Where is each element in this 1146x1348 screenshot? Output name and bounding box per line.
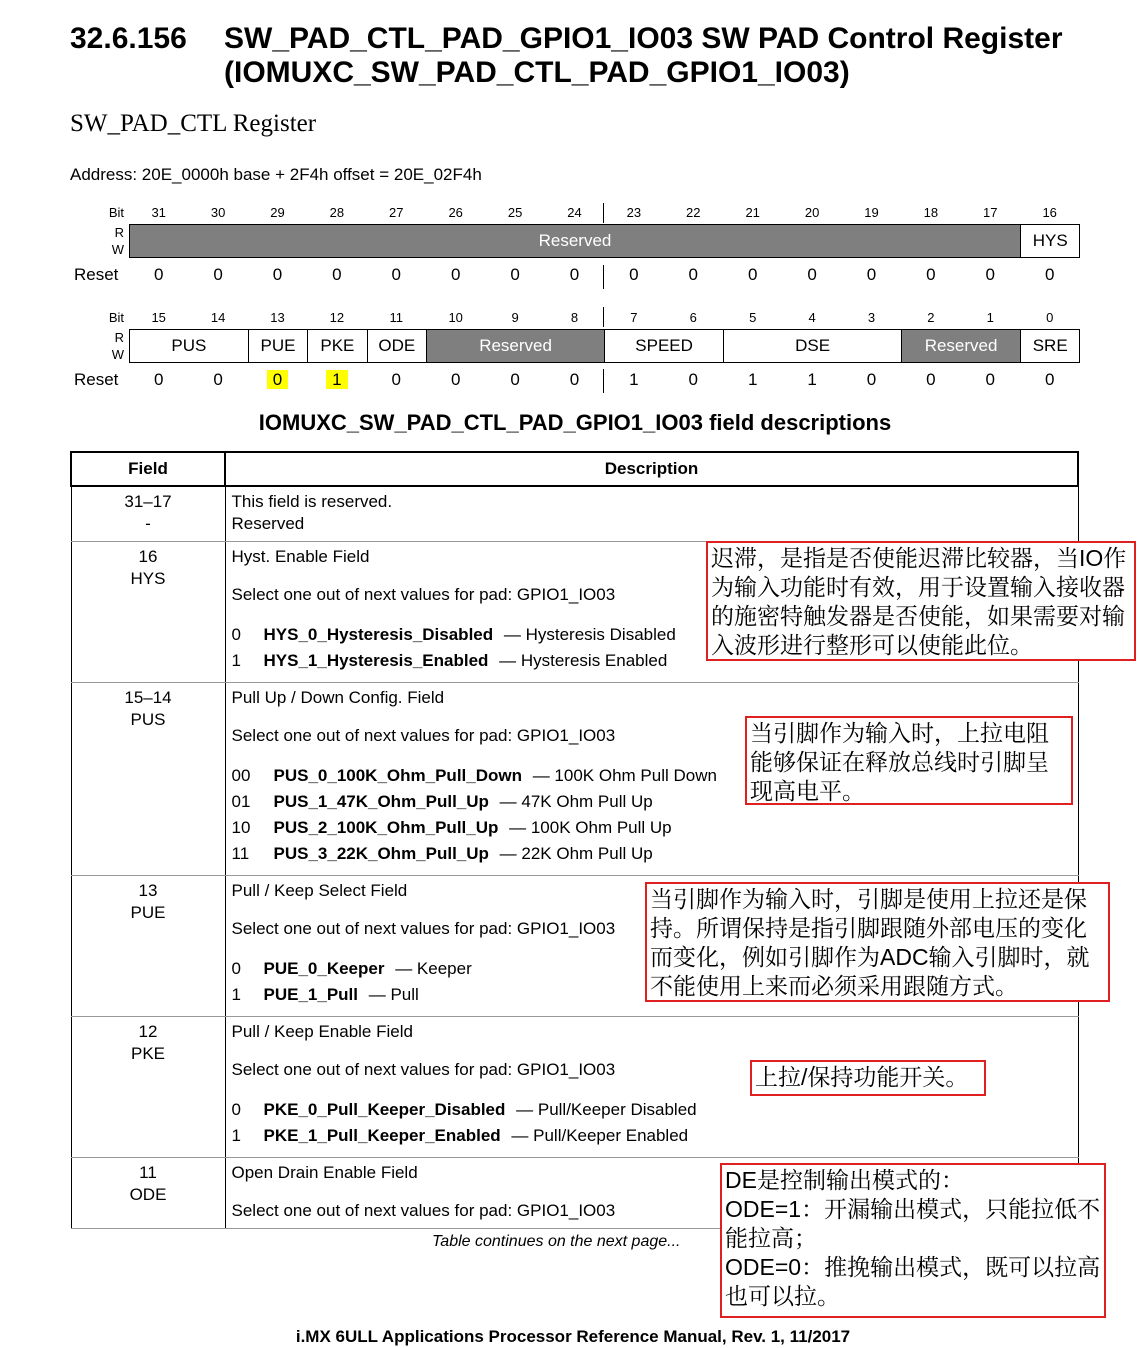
select-text: Select one out of next values for pad: GPIO1_IO03 xyxy=(231,1201,616,1220)
reset-value-text: 0 xyxy=(807,265,817,284)
option-key: PUS_2_100K_Ohm_Pull_Up xyxy=(273,818,499,837)
reset-value xyxy=(545,265,604,285)
bit-number: 5 xyxy=(749,310,757,325)
bit-label: Bit xyxy=(108,310,124,325)
option-value: 0 xyxy=(231,1100,241,1119)
option-value: 1 xyxy=(231,1126,241,1145)
table-title: IOMUXC_SW_PAD_CTL_PAD_GPIO1_IO03 field descriptions xyxy=(258,410,892,435)
select-text: Select one out of next values for pad: GPIO1_IO03 xyxy=(231,1060,616,1079)
reset-value-text: 0 xyxy=(272,265,283,284)
option-item xyxy=(232,1123,1072,1149)
reset-value-text: 0 xyxy=(391,370,402,389)
option-value: 0 xyxy=(231,625,241,644)
reset-value-text: 0 xyxy=(1044,370,1055,389)
reset-value-text: 0 xyxy=(985,370,996,389)
reset-value xyxy=(129,265,188,285)
reset-value xyxy=(307,370,366,390)
reset-value xyxy=(782,370,841,390)
option-desc: — Hysteresis Enabled xyxy=(494,651,668,670)
reset-value-text: 0 xyxy=(213,370,223,389)
reset-value-text: 0 xyxy=(688,265,699,284)
field-bits: 15–14 xyxy=(124,688,172,707)
reset-value xyxy=(426,370,485,390)
field-name: PUS xyxy=(130,710,166,729)
option-key: PUE_0_Keeper xyxy=(263,959,385,978)
annotation-note-pke: 上拉/保持功能开关。 xyxy=(750,1060,986,1096)
option-desc: — 22K Ohm Pull Up xyxy=(494,844,653,863)
bit-number: 31 xyxy=(151,205,166,220)
reset-value xyxy=(367,370,426,390)
bit-number: 7 xyxy=(630,310,638,325)
reset-value xyxy=(248,370,307,390)
bit-number: 25 xyxy=(507,205,523,220)
option-desc: — Keeper xyxy=(390,959,472,978)
annotation-note-pue: 当引脚作为输入时，引脚是使用上拉还是保持。所谓保持是指引脚跟随外部电压的变化而变化，例如引脚作为ADC输入引脚时，就不能使用上来而必须采用跟随方式。 xyxy=(645,882,1110,1002)
option-value: 00 xyxy=(231,766,251,785)
reset-label: Reset xyxy=(74,370,119,389)
annotation-note-ode xyxy=(720,1163,1106,1318)
reset-value-text: 0 xyxy=(688,370,699,389)
w-label: W xyxy=(111,242,124,257)
reset-value-text: 0 xyxy=(510,265,520,284)
field-name: - xyxy=(145,514,151,533)
bit-number: 9 xyxy=(511,310,519,325)
reset-value-text: 0 xyxy=(747,265,758,284)
bit-number: 19 xyxy=(864,205,879,220)
reset-value xyxy=(842,370,901,390)
bit-number: 4 xyxy=(808,310,816,325)
field-title: Open Drain Enable Field xyxy=(231,1163,418,1182)
reset-value-text: 0 xyxy=(450,265,461,284)
option-key: PUS_0_100K_Ohm_Pull_Down xyxy=(273,766,522,785)
register-address: Address: 20E_0000h base + 2F4h offset = 20E_02F4h xyxy=(70,165,482,184)
page-title: SW_PAD_CTL_PAD_GPIO1_IO03 SW PAD Control Register (IOMUXC_SW_PAD_CTL_PAD_GPIO1_IO03) xyxy=(224,22,1063,89)
reset-value xyxy=(842,265,901,285)
bit-number: 11 xyxy=(389,310,404,325)
field-cell xyxy=(71,876,225,1017)
bit-number: 15 xyxy=(151,310,166,325)
reset-value xyxy=(426,265,485,285)
option-item xyxy=(232,841,1072,867)
bit-number: 22 xyxy=(686,205,701,220)
field-cell xyxy=(71,683,225,876)
field-bits: 31–17 xyxy=(124,492,172,511)
reset-value xyxy=(961,370,1020,390)
reset-value-text: 0 xyxy=(569,370,580,389)
register-field-pus: PUS xyxy=(129,329,249,363)
reset-value xyxy=(782,265,841,285)
bit-number: 28 xyxy=(329,205,345,220)
reset-value-text: 0 xyxy=(985,265,996,284)
reset-value-text: 0 xyxy=(391,265,402,284)
field-cell xyxy=(71,486,225,542)
reset-value xyxy=(485,265,544,285)
reset-value-text: 0 xyxy=(1044,265,1055,284)
bit-number: 0 xyxy=(1046,310,1054,325)
annotation-note-pus: 当引脚作为输入时，上拉电阻能够保证在释放总线时引脚呈现高电平。 xyxy=(745,716,1073,805)
option-key: HYS_0_Hysteresis_Disabled xyxy=(263,625,494,644)
option-item xyxy=(232,815,1072,841)
bit-number: 10 xyxy=(448,310,463,325)
field-name: HYS xyxy=(130,569,166,588)
option-value: 10 xyxy=(231,818,251,837)
reset-value-text: 1 xyxy=(747,370,758,389)
bit-number: 2 xyxy=(927,310,935,325)
select-text: Select one out of next values for pad: GPIO1_IO03 xyxy=(231,726,616,745)
field-cell xyxy=(71,542,225,683)
reset-value xyxy=(367,265,426,285)
bit-number: 26 xyxy=(448,205,463,220)
register-field-sre: SRE xyxy=(1020,329,1080,363)
bit-divider xyxy=(603,307,604,327)
option-key: PUS_1_47K_Ohm_Pull_Up xyxy=(273,792,489,811)
reset-value xyxy=(664,370,723,390)
field-bits: 16 xyxy=(138,547,158,566)
bit-label: Bit xyxy=(108,205,124,220)
bit-number: 14 xyxy=(210,310,226,325)
register-field-ode: ODE xyxy=(367,329,427,363)
register-field-dse: DSE xyxy=(723,329,902,363)
reset-value-text: 0 xyxy=(213,265,223,284)
option-key: PKE_0_Pull_Keeper_Disabled xyxy=(263,1100,506,1119)
option-value: 1 xyxy=(231,651,241,670)
reset-value xyxy=(604,370,663,390)
register-field-speed: SPEED xyxy=(604,329,724,363)
bit-number: 8 xyxy=(570,310,579,325)
description-cell xyxy=(225,486,1078,542)
field-cell xyxy=(71,1017,225,1158)
spacer xyxy=(232,1043,1072,1059)
bit-number: 23 xyxy=(626,205,642,220)
reset-value xyxy=(545,370,604,390)
reset-label: Reset xyxy=(74,265,119,284)
register-field-reserved: Reserved xyxy=(129,224,1021,258)
bit-number: 18 xyxy=(923,205,939,220)
field-title: Pull Up / Down Config. Field xyxy=(231,688,445,707)
field-title: Pull / Keep Enable Field xyxy=(231,1022,413,1041)
reset-value xyxy=(248,265,307,285)
option-key: PKE_1_Pull_Keeper_Enabled xyxy=(263,1126,501,1145)
bit-number: 1 xyxy=(986,310,994,325)
option-value: 1 xyxy=(231,985,241,1004)
reset-value-text: 1 xyxy=(326,370,347,389)
select-text: Reserved xyxy=(231,514,305,533)
reset-value xyxy=(188,265,247,285)
page-footer: i.MX 6ULL Applications Processor Reference Manual, Rev. 1, 11/2017 xyxy=(295,1327,851,1346)
reset-value xyxy=(961,265,1020,285)
reset-value-text: 0 xyxy=(629,265,639,284)
reset-value xyxy=(485,370,544,390)
bit-number: 12 xyxy=(329,310,345,325)
reset-value xyxy=(1020,370,1079,390)
select-text: Select one out of next values for pad: GPIO1_IO03 xyxy=(231,585,616,604)
bit-number: 30 xyxy=(210,205,226,220)
reset-value-text: 0 xyxy=(153,265,164,284)
select-text: Select one out of next values for pad: GPIO1_IO03 xyxy=(231,919,616,938)
reset-value xyxy=(723,370,782,390)
column-header-description: Description xyxy=(225,452,1078,486)
option-desc: — 100K Ohm Pull Down xyxy=(527,766,717,785)
table-row xyxy=(71,486,1078,542)
reset-value xyxy=(723,265,782,285)
reset-value-text: 0 xyxy=(332,265,342,284)
register-diagram-upper xyxy=(70,200,1080,290)
r-label: R xyxy=(114,225,124,240)
option-key: PUE_1_Pull xyxy=(263,985,358,1004)
bit-number: 17 xyxy=(983,205,998,220)
bit-divider xyxy=(603,369,604,393)
option-desc: — 100K Ohm Pull Up xyxy=(504,818,672,837)
option-value: 11 xyxy=(231,844,250,863)
option-desc: — Hysteresis Disabled xyxy=(499,625,676,644)
annotation-line: DE是控制输出模式的： xyxy=(725,1167,964,1193)
option-desc: — Pull/Keeper Enabled xyxy=(506,1126,689,1145)
reset-value-text: 0 xyxy=(267,370,288,389)
reset-value xyxy=(1020,265,1079,285)
option-key: HYS_1_Hysteresis_Enabled xyxy=(263,651,489,670)
field-bits: 11 xyxy=(139,1163,157,1182)
option-desc: — Pull xyxy=(364,985,419,1004)
field-title: This field is reserved. xyxy=(231,492,393,511)
reset-value xyxy=(129,370,188,390)
bit-number: 29 xyxy=(270,205,285,220)
annotation-line: ODE=1：开漏输出模式，只能拉低不能拉高； xyxy=(725,1196,1101,1251)
option-desc: — Pull/Keeper Disabled xyxy=(511,1100,697,1119)
register-field-reserved: Reserved xyxy=(426,329,605,363)
reset-value-text: 0 xyxy=(926,265,936,284)
option-item xyxy=(232,1097,1072,1123)
reset-value xyxy=(901,370,960,390)
bit-number: 21 xyxy=(745,205,760,220)
bit-number: 13 xyxy=(270,310,285,325)
field-title: Hyst. Enable Field xyxy=(231,547,370,566)
reset-value xyxy=(664,265,723,285)
reset-value-text: 0 xyxy=(510,370,520,389)
bit-number: 3 xyxy=(867,310,876,325)
field-bits: 12 xyxy=(138,1022,158,1041)
register-field-hys: HYS xyxy=(1020,224,1080,258)
reset-value-text: 0 xyxy=(866,370,877,389)
option-desc: — 47K Ohm Pull Up xyxy=(494,792,653,811)
reset-value xyxy=(901,265,960,285)
reset-value-text: 0 xyxy=(450,370,461,389)
column-header-field: Field xyxy=(71,452,225,486)
register-subtitle: SW_PAD_CTL Register xyxy=(70,110,317,137)
bit-divider xyxy=(603,265,604,289)
register-field-pke: PKE xyxy=(307,329,367,363)
bit-number: 16 xyxy=(1042,205,1057,220)
register-field-pue: PUE xyxy=(248,329,308,363)
bit-number: 6 xyxy=(689,310,697,325)
reset-value-text: 0 xyxy=(153,370,164,389)
reset-value xyxy=(604,265,663,285)
field-name: PUE xyxy=(130,903,166,922)
w-label: W xyxy=(111,347,124,362)
annotation-line: ODE=0：推挽输出模式，既可以拉高也可以拉。 xyxy=(725,1254,1101,1309)
field-cell xyxy=(71,1158,225,1229)
bit-number: 27 xyxy=(389,205,404,220)
annotation-note-hys: 迟滞，是指是否使能迟滞比较器，当IO作为输入功能时有效，用于设置输入接收器的施密特触发器是否使能，如果需要对输入波形进行整形可以使能此位。 xyxy=(706,541,1136,661)
field-name: PKE xyxy=(130,1044,166,1063)
reset-value-text: 1 xyxy=(629,370,639,389)
reset-value-text: 0 xyxy=(926,370,936,389)
reset-value-text: 0 xyxy=(569,265,580,284)
section-number: 32.6.156 xyxy=(70,22,187,55)
reset-value-text: 0 xyxy=(866,265,877,284)
reset-value xyxy=(307,265,366,285)
register-diagram-lower xyxy=(70,305,1080,395)
field-title: Pull / Keep Select Field xyxy=(231,881,408,900)
option-key: PUS_3_22K_Ohm_Pull_Up xyxy=(273,844,489,863)
field-name: ODE xyxy=(129,1185,167,1204)
register-field-reserved: Reserved xyxy=(901,329,1021,363)
table-continues-note: Table continues on the next page... xyxy=(432,1233,681,1250)
bit-number: 24 xyxy=(567,205,582,220)
field-bits: 13 xyxy=(138,881,158,900)
r-label: R xyxy=(114,330,124,345)
reset-value-text: 1 xyxy=(807,370,817,389)
option-value: 01 xyxy=(231,792,251,811)
reset-value xyxy=(188,370,247,390)
bit-divider xyxy=(603,203,604,223)
bit-number: 20 xyxy=(804,205,820,220)
option-value: 0 xyxy=(231,959,241,978)
